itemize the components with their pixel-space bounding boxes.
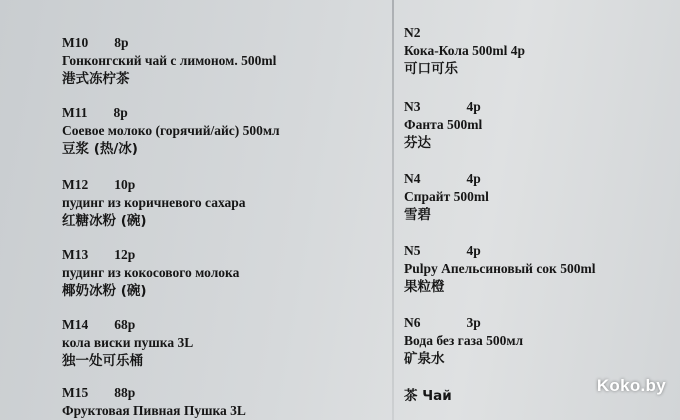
item-price: 4р [466, 99, 481, 114]
item-code: M12 [62, 177, 89, 192]
menu-item-n2 [404, 24, 674, 78]
item-name-zh: 港式冻柠茶 [62, 71, 130, 87]
item-name-zh: 可口可乐 [404, 61, 458, 77]
item-name-ru: кола виски пушка 3L [62, 335, 194, 350]
item-name-ru: Спрайт 500ml [404, 189, 489, 204]
item-name-ru: Фруктовая Пивная Пушка 3L [62, 403, 246, 418]
item-price: 12р [114, 247, 136, 262]
item-price: 4р [466, 171, 481, 186]
item-name-zh: 矿泉水 [404, 351, 445, 367]
menu-item-n5 [404, 242, 674, 296]
menu-item-m11 [62, 104, 388, 158]
menu-item-m14 [62, 316, 388, 370]
item-name-ru: пудинг из коричневого сахара [62, 195, 246, 210]
item-name-ru: Соевое молоко (горячий/айс) 500мл [62, 123, 280, 138]
item-code: M15 [62, 385, 89, 400]
item-code: N3 [404, 99, 421, 114]
item-name-zh: 果粒橙 [404, 279, 445, 295]
menu-item-m12 [62, 176, 388, 230]
section-title-tea: 茶 Чай [404, 388, 452, 404]
menu-item-m13 [62, 246, 388, 300]
item-code: N6 [404, 315, 421, 330]
item-code: N2 [404, 25, 421, 40]
item-name-ru: Вода без газа 500мл [404, 333, 524, 348]
item-name-ru: Гонконгский чай с лимоном. 500ml [62, 53, 277, 68]
item-name-ru: Pulpy Апельсиновый сок 500ml [404, 261, 596, 276]
item-price: 3р [466, 315, 481, 330]
item-name-ru: пудинг из кокосового молока [62, 265, 240, 280]
item-name-ru: Фанта 500ml [404, 117, 483, 132]
item-name-zh: 豆浆 (热/冰) [62, 141, 138, 157]
item-price: 8р [113, 105, 128, 120]
item-name-ru: Кока-Кола 500ml 4р [404, 43, 525, 58]
item-price: 88р [114, 385, 136, 400]
menu-item-n6 [404, 314, 674, 368]
menu-item-n4 [404, 170, 674, 224]
menu-item-m10 [62, 34, 388, 88]
menu-item-m15 [62, 384, 388, 420]
item-price: 68р [114, 317, 136, 332]
item-code: N4 [404, 171, 421, 186]
site-watermark: Koko.by [596, 376, 666, 395]
item-price: 10р [114, 177, 136, 192]
page-fold [392, 0, 394, 420]
item-code: M14 [62, 317, 89, 332]
item-name-zh: 独一处可乐桶 [62, 353, 143, 369]
item-name-zh: 椰奶冰粉 (碗) [62, 283, 147, 299]
item-price: 8р [114, 35, 129, 50]
item-code: M13 [62, 247, 89, 262]
menu-item-n3 [404, 98, 674, 152]
item-code: M11 [62, 105, 88, 120]
item-price: 4р [466, 243, 481, 258]
item-code: M10 [62, 35, 89, 50]
item-name-zh: 芬达 [404, 135, 431, 151]
item-name-zh: 雪碧 [404, 207, 431, 223]
item-code: N5 [404, 243, 421, 258]
item-name-zh: 红糖冰粉 (碗) [62, 213, 147, 229]
